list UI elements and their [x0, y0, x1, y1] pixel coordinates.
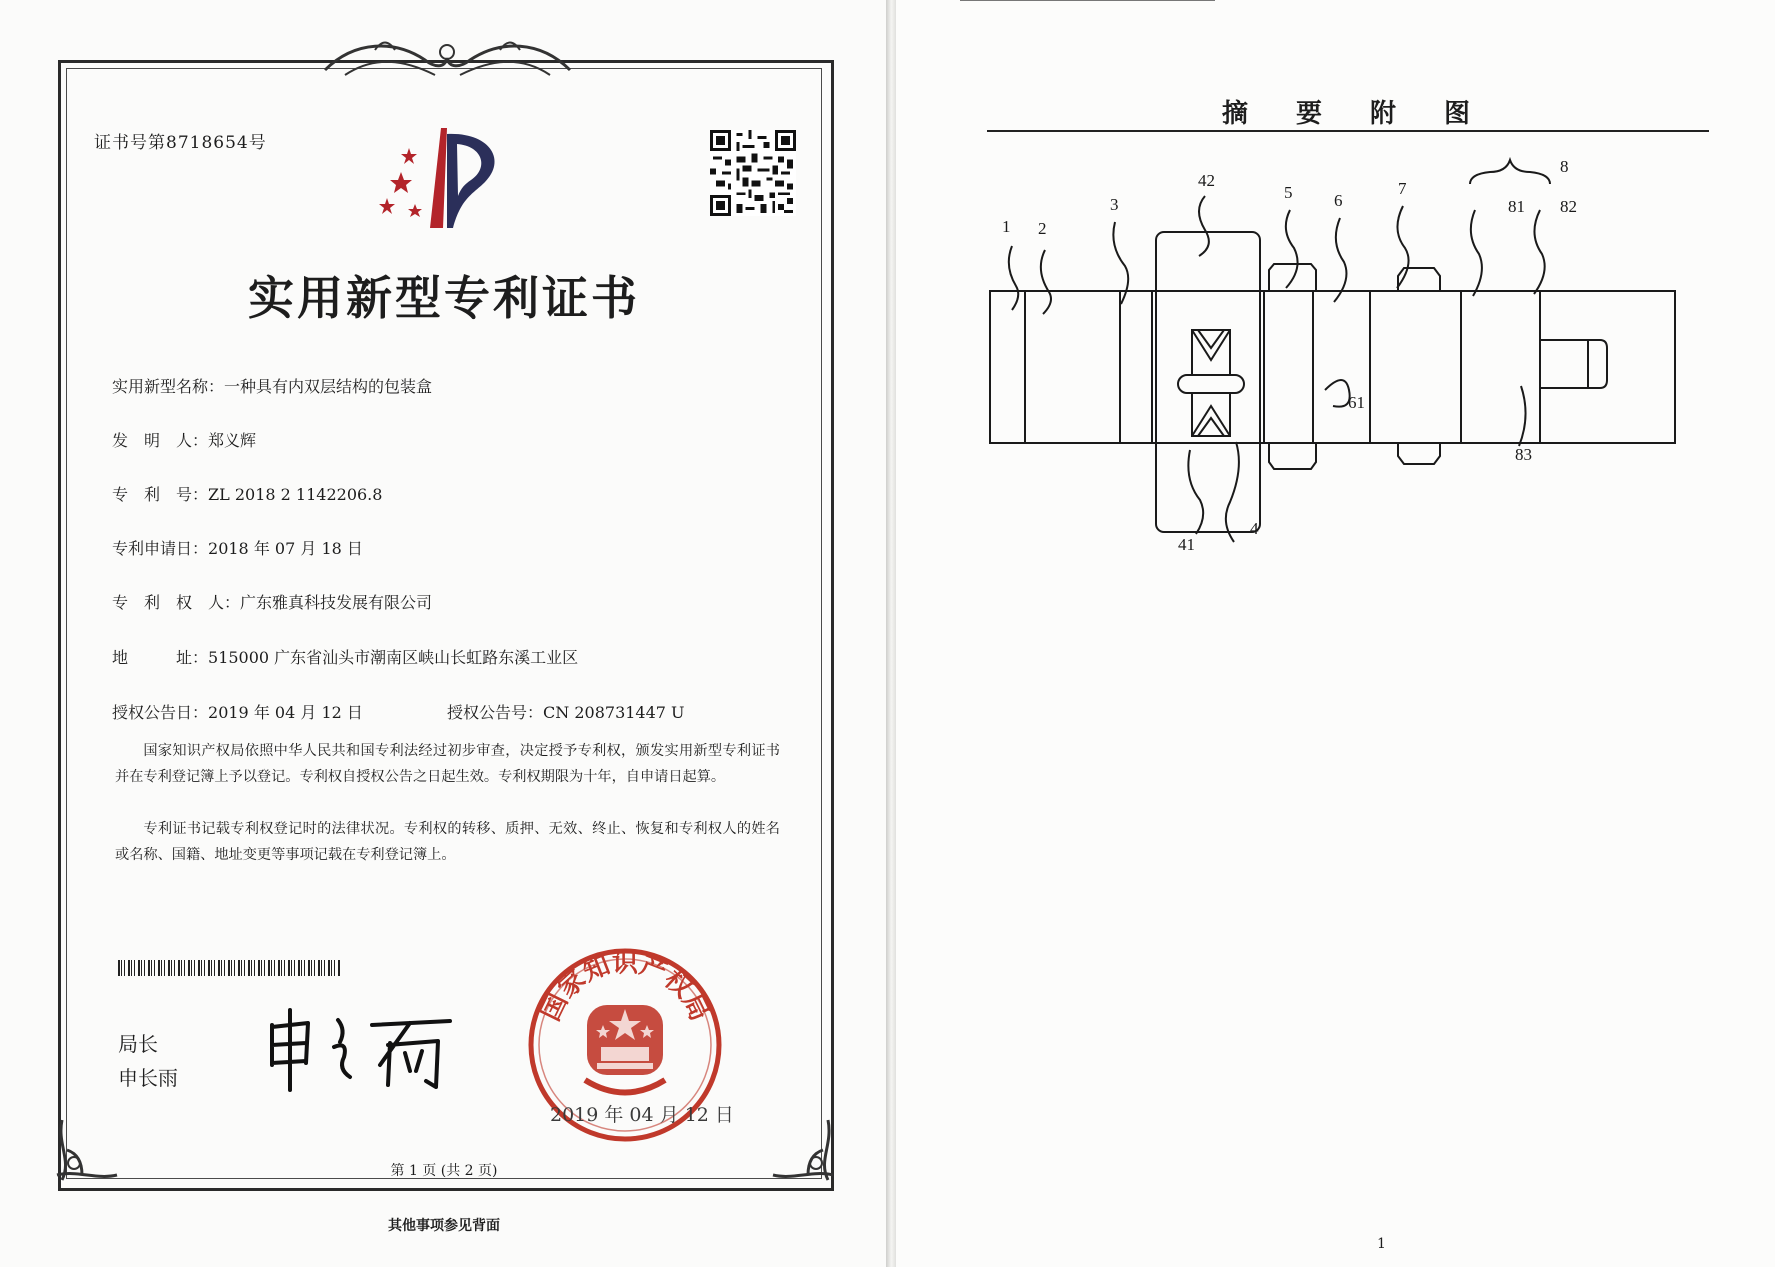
- label-81: 81: [1508, 197, 1525, 216]
- director-name: 申长雨: [118, 1066, 178, 1090]
- title-rule: [987, 130, 1709, 132]
- label-4: 4: [1250, 519, 1259, 538]
- label-42: 42: [1198, 171, 1215, 190]
- packaging-box-diagram: [960, 150, 1720, 620]
- field-value: 2019 年 04 月 12 日: [208, 703, 363, 722]
- field-value: 广东雅真科技发展有限公司: [240, 593, 433, 612]
- field-row-application-date: [112, 536, 363, 559]
- signature-icon: [260, 1005, 460, 1095]
- field-label: 专 利 权 人：: [112, 593, 241, 612]
- label-41: 41: [1178, 535, 1195, 554]
- field-row-inventor: [112, 428, 256, 451]
- field-value: 郑义辉: [208, 431, 257, 450]
- label-8: 8: [1560, 157, 1569, 176]
- field-row-grant-date: [112, 700, 363, 723]
- field-label: 授权公告号：: [447, 703, 544, 722]
- flap-5: [1269, 264, 1316, 469]
- footer-note: 其他事项参见背面: [388, 1218, 500, 1234]
- label-2: 2: [1038, 219, 1047, 238]
- field-value: ZL 2018 2 1142206.8: [208, 485, 383, 504]
- label-7: 7: [1398, 179, 1407, 198]
- field-value: 一种具有内双层结构的包装盒: [224, 377, 433, 396]
- field-value: CN 208731447 U: [543, 703, 685, 722]
- flap-7: [1398, 268, 1440, 464]
- label-1: 1: [1002, 217, 1011, 236]
- abstract-title: 摘要附图: [1222, 99, 1519, 129]
- label-5: 5: [1284, 183, 1293, 202]
- field-row-publication-number: [447, 700, 685, 723]
- top-ornament-icon: [315, 30, 580, 88]
- certificate-number: 证书号第8718654号: [94, 133, 267, 153]
- field-label: 地 址：: [112, 648, 209, 667]
- field-label: 发 明 人：: [112, 431, 209, 450]
- label-6: 6: [1334, 191, 1343, 210]
- field-row-address: [112, 645, 578, 668]
- seal-text: 国家知识产权局: [535, 948, 715, 1026]
- field-row-patentee: [112, 590, 432, 613]
- field-label: 实用新型名称：: [112, 377, 225, 396]
- field-row-patent-number: [112, 482, 382, 505]
- abstract-page-number: 1: [1377, 1236, 1386, 1252]
- barcode-icon: [118, 960, 340, 976]
- field-value: 515000 广东省汕头市潮南区峡山长虹路东溪工业区: [208, 648, 579, 667]
- certificate-title: 实用新型专利证书: [248, 271, 640, 325]
- top-rule: [960, 0, 1215, 1]
- field-value: 2018 年 07 月 18 日: [208, 539, 363, 558]
- field-label: 专利申请日：: [112, 539, 209, 558]
- qr-code-icon: [710, 130, 796, 216]
- legal-status-statement: 专利证书记载专利权登记时的法律状况。专利权的转移、质押、无效、终止、恢复和专利权人的姓名或名称、国籍、地址变更等事项记载在专利登记簿上。: [115, 821, 780, 863]
- field-label: 授权公告日：: [112, 703, 209, 722]
- box-main-strip: [990, 291, 1675, 443]
- field-row-utility-name: [112, 374, 432, 397]
- label-82: 82: [1560, 197, 1577, 216]
- director-title: 局长: [118, 1032, 158, 1056]
- grant-statement: 国家知识产权局依照中华人民共和国专利法经过初步审查，决定授予专利权，颁发实用新型专利证书并在专利登记簿上予以登记。专利权自授权公告之日起生效。专利权期限为十年，自申请日起算。: [115, 743, 780, 785]
- label-83: 83: [1515, 445, 1532, 464]
- label-3: 3: [1110, 195, 1119, 214]
- page-number: 第 1 页 (共 2 页): [390, 1163, 498, 1179]
- seal-date: 2019 年 04 月 12 日: [550, 1104, 734, 1126]
- label-61: 61: [1348, 393, 1365, 412]
- cnipa-logo-icon: [375, 120, 515, 230]
- tab-83: [1540, 340, 1607, 388]
- field-label: 专 利 号：: [112, 485, 209, 504]
